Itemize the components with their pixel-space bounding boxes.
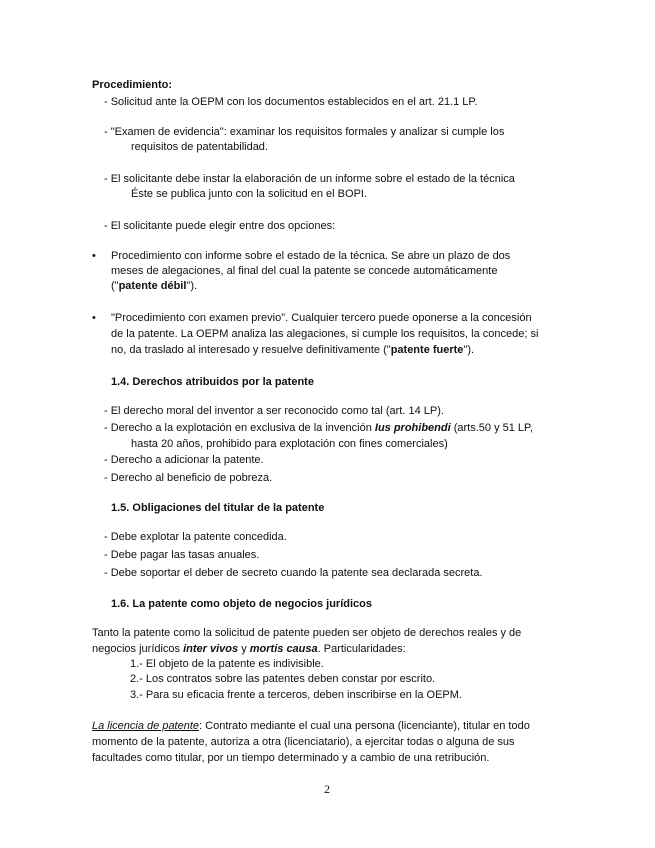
procedimiento-item-3-line-2: Éste se publica junto con la solicitud en el BOPI.	[131, 188, 368, 200]
opcion-1-line-2: meses de alegaciones, al final del cual la patente se concede automáticamente	[111, 265, 498, 277]
negocios-paragraph-line-1: Tanto la patente como la solicitud de patente pueden ser objeto de derechos reales y de	[92, 627, 522, 639]
bullet-icon: •	[92, 250, 96, 262]
negocios-heading: 1.6. La patente como objeto de negocios jurídicos	[111, 598, 372, 610]
procedimiento-item-2-line-1: - "Examen de evidencia": examinar los requisitos formales y analizar si cumple los	[104, 126, 505, 138]
derechos-heading: 1.4. Derechos atribuidos por la patente	[111, 376, 314, 388]
patente-debil-term: patente débil	[118, 280, 187, 292]
negocios-paragraph-line-2: negocios jurídicos inter vivos y mortis causa. Particularidades:	[92, 643, 406, 655]
page-number: 2	[324, 782, 330, 796]
procedimiento-item-4: - El solicitante puede elegir entre dos opciones:	[104, 220, 336, 232]
procedimiento-item-1: - Solicitud ante la OEPM con los documentos establecidos en el art. 21.1 LP.	[104, 96, 478, 108]
inter-vivos-term: inter vivos	[183, 643, 239, 655]
licencia-line-1: La licencia de patente: Contrato mediante el cual una persona (licenciante), titular en todo	[92, 720, 530, 732]
procedimiento-item-3-line-1: - El solicitante debe instar la elaboración de un informe sobre el estado de la técnica	[104, 173, 515, 185]
opcion-1-line-3: ("patente débil").	[111, 280, 198, 292]
obligaciones-item-2: - Debe pagar las tasas anuales.	[104, 549, 260, 561]
procedimiento-title: Procedimiento:	[92, 79, 173, 91]
derechos-item-2-line-1: - Derecho a la explotación en exclusiva de la invención Ius prohibendi (arts.50 y 51 LP,	[104, 422, 534, 434]
obligaciones-heading: 1.5. Obligaciones del titular de la patente	[111, 502, 325, 514]
procedimiento-item-2-line-2: requisitos de patentabilidad.	[131, 141, 268, 153]
derechos-item-3: - Derecho a adicionar la patente.	[104, 454, 264, 466]
derechos-item-2-line-2: hasta 20 años, prohibido para explotación con fines comerciales)	[131, 438, 448, 450]
obligaciones-item-1: - Debe explotar la patente concedida.	[104, 531, 287, 543]
derechos-item-4: - Derecho al beneficio de pobreza.	[104, 472, 273, 484]
opcion-2-line-1: "Procedimiento con examen previo". Cualquier tercero puede oponerse a la concesión	[111, 312, 532, 324]
bullet-icon: •	[92, 312, 96, 324]
opcion-2-line-3: no, da traslado al interesado y resuelve definitivamente ("patente fuerte").	[111, 344, 475, 356]
licencia-line-2: momento de la patente, autoriza a otra (licenciatario), a ejercitar todas o alguna de sus	[92, 736, 515, 748]
negocios-list-item-3: 3.- Para su eficacia frente a terceros, deben inscribirse en la OEPM.	[130, 689, 462, 701]
mortis-causa-term: mortis causa	[249, 643, 318, 655]
opcion-1-line-1: Procedimiento con informe sobre el estado de la técnica. Se abre un plazo de dos	[111, 250, 511, 262]
patente-fuerte-term: patente fuerte	[390, 344, 464, 356]
derechos-item-1: - El derecho moral del inventor a ser reconocido como tal (art. 14 LP).	[104, 405, 444, 417]
ius-prohibendi-term: Ius prohibendi	[374, 422, 451, 434]
negocios-list-item-2: 2.- Los contratos sobre las patentes deben constar por escrito.	[130, 673, 436, 685]
negocios-list-item-1: 1.- El objeto de la patente es indivisible.	[130, 658, 324, 670]
opcion-2-line-2: de la patente. La OEPM analiza las alegaciones, si cumple los requisitos, la concede; si	[111, 328, 539, 340]
obligaciones-item-3: - Debe soportar el deber de secreto cuando la patente sea declarada secreta.	[104, 567, 483, 579]
licencia-line-3: facultades como titular, por un tiempo determinado y a cambio de una retribución.	[92, 752, 490, 764]
licencia-label: La licencia de patente	[92, 720, 200, 732]
